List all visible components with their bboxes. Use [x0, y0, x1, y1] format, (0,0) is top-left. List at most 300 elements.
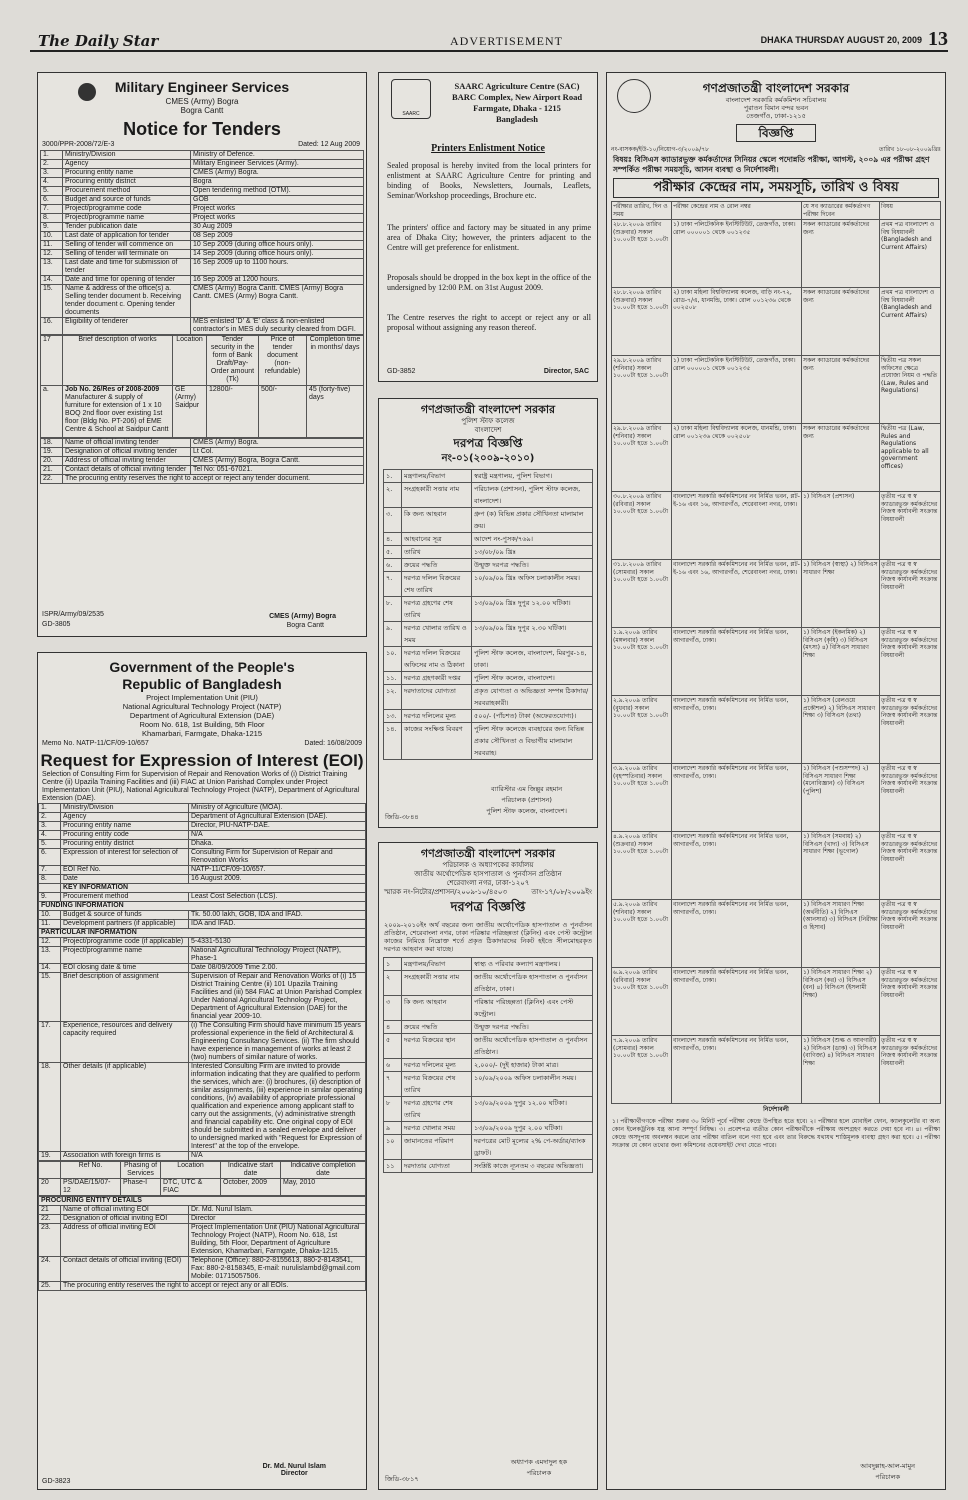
mes-row22: The procuring entity reserves the right to accept or reject any tender document.	[63, 475, 364, 484]
saarc-org-1: SAARC Agriculture Centre (SAC)	[454, 81, 580, 91]
cell-n: 23.	[39, 1224, 61, 1257]
table-row	[384, 685, 593, 710]
saarc-org-3: Farmgate, Dhaka - 1215	[473, 103, 561, 113]
cell-v: Bogra	[191, 178, 364, 187]
cell-l: কি জন্য আহবান	[402, 996, 472, 1021]
eoi-sub-line: National Agricultural Technology Project (NATP)	[122, 702, 282, 711]
exam-cell-s: তৃতীয় পত্র স্ব স্ব ক্যাডারভুক্ত কর্মকর্তাদের নিজস্ব কার্যাবলী সংক্রান্ত বিষয়াবলী	[880, 900, 941, 968]
exam-cell-k: ১) বিসিএস সাধারণ শিক্ষা ২) বিসিএস (কর) ৩) বিসিএস (বন) ৪) বিসিএস (ইসলামী শিক্ষা)	[802, 968, 880, 1036]
exam-cell-k: ১) বিসিএস (সমবায়) ২) বিসিএস (খাদ্য) ৩) বিসিএস সাধারণ শিক্ষা (ভূগোল)	[802, 832, 880, 900]
cell-l: দরপত্র দলিল বিক্রয়ের অফিসের নাম ও ঠিকানা	[402, 647, 472, 672]
table-row	[384, 508, 593, 533]
cell-l: Selling of tender will terminate on	[63, 250, 191, 259]
cell-v: Dr. Md. Nurul Islam.	[189, 1206, 366, 1215]
exam-cell-c: বাংলাদেশ সরকারি কর্মকমিশনের নব নির্মিত ভবন, প্লট-ই-১৬ এবং ১৬, আগারগাঁও, শেরেবাংলা নগর, ঢাকা।	[672, 560, 802, 628]
work-price: 500/-	[259, 386, 307, 438]
cell-v: উন্মুক্ত দরপত্র পদ্ধতি।	[472, 559, 593, 572]
police-title: দরপত্র বিজ্ঞপ্তি	[453, 436, 523, 450]
table-row	[39, 1257, 366, 1282]
table-row	[384, 1135, 593, 1160]
cell-l: Project/programme name	[61, 947, 189, 964]
exam-cell-c: ১) ঢাকা পলিটেকনিক ইনস্টিটিউট, তেজগাঁও, ঢাকা। রোল ০০০০০১ থেকে ০০১২৩৫	[672, 220, 802, 288]
cell-v: স্বরাষ্ট্র মন্ত্রণালয়, পুলিশ বিভাগ।	[472, 470, 593, 483]
cell-l: Designation of official inviting tender	[63, 448, 191, 457]
exam-cell-k: সকল ক্যাডারের কর্মকর্তাদের জন্য	[802, 288, 880, 356]
cell-n: ৩.	[384, 508, 402, 533]
nitor-tender-ad: গণপ্রজাতন্ত্রী বাংলাদেশ সরকার পরিচালক ও অধ্যাপকের কার্যালয় জাতীয় অর্থোপেডিক হাসপাতাল ও পুনর্বাসন প্রতিষ্ঠান শেরেবাংলা নগর, ঢাকা-১২০৭ স্মারক নং-নিটোর/প্রশাসন/২০০৯-১০/৪৫০৩ তাং-১৭/০৮/২০০৯ইং দরপত্র বিজ্ঞপ্তি ২০০৯-২০১০ইং অর্থ বছরের জন্য জাতীয় অর্থোপেডিক হাসপাতাল ও পুনর্বাসন প্রতিষ্ঠান, শেরেবাংলা নগর, ঢাকা পরিষ্কার পরিচ্ছন্নতা (ক্লিনিং) এবং পেস্ট কন্ট্রোল কাজের নিমিত্তে নিম্নোক্ত শর্তে প্রকৃত ঠিকাদারদের নিকট হইতে সীলমোহরকৃত দরপত্র আহবান করা যাচ্ছে। ১ মন্ত্রণালয়/বিভাগ স্বাস্থ্য ও পরিবার কল্যাণ মন্ত্রণালয়। ২ সংগ্রহকারী সত্তার নাম জাতীয় অর্থোপেডিক হাসপাতাল ও পুনর্বাসন প্রতিষ্ঠান, ঢাকা। ৩ কি জন্য আহবান পরিষ্কার পরিচ্ছন্নতা (ক্লিনিং) এবং পেস্ট কন্ট্রোল। ৪ ক্রয়ের পদ্ধতি উন্মুক্ত দরপত্র পদ্ধতি। ৫ দরপত্র বিক্রয়ের স্থান জাতীয় অর্থোপেডিক হাসপাতাল ও পুনর্বাসন প্রতিষ্ঠান। ৬ দরপত্র দলিলের মূল্য ২,০০০/- (দুই হাজার) টাকা মাত্র। ৭ দরপত্র বিক্রয়ের শেষ তারিখ ১০/০৯/২০০৯ অফিস চলাকালীন সময়। ৮ দরপত্র গ্রহণের শেষ তারিখ ১৩/০৯/২০০৯ দুপুর ১২.০০ ঘটিকা। ৯ দরপত্র খোলার সময় ১৩/০৯/২০০৯ দুপুর ২.০০ ঘটিকা। ১০ জামানতের পরিমাণ দরপত্রের মোট মূল্যের ২% পে-অর্ডার/ব্যাংক ড্রাফট। ১১ দরদাতার যোগ্যতা সংশ্লিষ্ট কাজে ন্যূনতম ৩ বছরের অভিজ্ঞতা। অধ্যাপক এমদাদুল হক পরিচালক জিডি-৩৮১৭	[378, 842, 598, 1490]
cell-v: Tel No: 051-67021.	[191, 466, 364, 475]
cell-n: 17.	[39, 1022, 61, 1063]
cell-v: গ্রুপ (ক) বিভিন্ন প্রকার সৌখিনতা মালামাল ক্রয়।	[472, 508, 593, 533]
cell-l: দরপত্র গ্রহণকারী দপ্তর	[402, 672, 472, 685]
table-row	[39, 1152, 366, 1161]
exam-row	[612, 288, 941, 356]
cell-n: ১	[384, 958, 402, 971]
cell-v: ১৩/০৯/০৯ খ্রিঃ দুপুর ২.৩০ ঘটিকা।	[472, 622, 593, 647]
cell-l: কাজের সংক্ষিপ্ত বিবরণ	[402, 723, 472, 760]
cell-l: Eligibility of tenderer	[63, 318, 191, 335]
exam-row	[612, 356, 941, 424]
section-name: ADVERTISEMENT	[450, 34, 563, 48]
cell-v: 10 Sep 2009 (during office hours only).	[191, 241, 364, 250]
exam-cell-d: ২৮.৮.২০০৯ তারিখ (শুক্রবার) সকাল ১০.০০টা হতে ১.০০টা	[612, 220, 672, 288]
eoi-gov-1: Government of the People's	[109, 659, 295, 675]
mes-location: Bogra Cantt	[180, 106, 224, 115]
mes-tender-ad	[37, 72, 367, 637]
table-row	[39, 947, 366, 964]
exam-subject: বিষয়ঃ বিসিএস ক্যাডারভুক্ত কর্মকর্তাদের সিনিয়র স্কেলে পদোন্নতি পরীক্ষা, আগস্ট, ২০০৯ এর পরীক্ষা গ্রহণ সম্পর্কিত পরীক্ষা সময়সূচি, আসন ব্যবস্থা ও নির্দেশাবলী।	[613, 155, 930, 174]
cell-v: ১৩/০৯/০৯ খ্রিঃ দুপুর ১২.০০ ঘটিকা।	[472, 597, 593, 622]
exam-cell-k: ১) বিসিএস (ইকনমিক) ২) বিসিএস (কৃষি) ৩) বিসিএস (মৎস্য) ৪) বিসিএস সাধারণ শিক্ষা	[802, 628, 880, 696]
cell-n: ১০	[384, 1135, 402, 1160]
table-row	[384, 1160, 593, 1173]
exam-cell-s: প্রথম পত্র বাংলাদেশ ও বিশ্ব বিষয়াবলী (Bangladesh and Current Affairs)	[880, 288, 941, 356]
cell-v: Dhaka.	[189, 840, 366, 849]
exam-cell-s: তৃতীয় পত্র স্ব স্ব ক্যাডারভুক্ত কর্মকর্তাদের নিজস্ব কার্যাবলী সংক্রান্ত বিষয়াবলী	[880, 492, 941, 560]
cell-l: জামানতের পরিমাণ	[402, 1135, 472, 1160]
cell-v: ৫০০/- (পাঁচশত) টাকা (অফেরতযোগ্য)।	[472, 710, 593, 723]
cell-l: Name of official inviting EOI	[61, 1206, 189, 1215]
cell-l: দরপত্র বিক্রয়ের শেষ তারিখ	[402, 1072, 472, 1097]
exam-cell-k: ১) বিসিএস সাধারণ শিক্ষা (অর্থনীতি) ২) বিসিএস (আনসার) ৩) বিসিএস (নিরীক্ষা ও হিসাব)	[802, 900, 880, 968]
cell-l: Project/programme code (if applicable)	[61, 938, 189, 947]
cell-v: স্বাস্থ্য ও পরিবার কল্যাণ মন্ত্রণালয়।	[472, 958, 593, 971]
cell-n: 14.	[39, 964, 61, 973]
cell-v: জাতীয় অর্থোপেডিক হাসপাতাল ও পুনর্বাসন প্রতিষ্ঠান, ঢাকা।	[472, 971, 593, 996]
police-org: পুলিশ স্টাফ কলেজ	[461, 417, 515, 425]
eoi-particular: PARTICULAR INFORMATION	[39, 929, 366, 938]
cell-l: মন্ত্রণালয়/বিভাগ	[402, 470, 472, 483]
cell-l: Date	[61, 875, 189, 884]
cell-l: সংগ্রহকারী সত্তার নাম	[402, 971, 472, 996]
cell-l: EOI Ref No.	[61, 866, 189, 875]
cell-v: পুলিশ স্টাফ কলেজ, বাংলাদেশ।	[472, 672, 593, 685]
exam-row	[612, 628, 941, 696]
cell-l: ক্রয়ের পদ্ধতি	[402, 559, 472, 572]
table-row	[41, 241, 364, 250]
cell-n: 16.	[41, 318, 63, 335]
cell-l: দরপত্র গ্রহণের শেষ তারিখ	[402, 1097, 472, 1122]
cell-n: ৮.	[384, 597, 402, 622]
cell-v: 5-4331-5130	[189, 938, 366, 947]
cell-n: ৪.	[384, 533, 402, 546]
mes-signature-2: Bogra Cantt	[286, 622, 324, 629]
cell-n: 7.	[39, 866, 61, 875]
cell-n: 6.	[39, 849, 61, 866]
cell-n: ১.	[384, 470, 402, 483]
table-row	[384, 996, 593, 1021]
cell-l: Last date and time for submission of tender	[63, 259, 191, 276]
cell-l: Address of official inviting EOI	[61, 1224, 189, 1257]
cell-n: ৯.	[384, 622, 402, 647]
govt-seal-icon	[617, 79, 651, 113]
cell-v: Director, PIU-NATP-DAE.	[189, 822, 366, 831]
cell-v: পুলিশ স্টাফ কলেজে ব্যবহারের জন্য বিভিন্ন প্রকার সৌখিনতা ও বিভাগীয় মালামাল সরবরাহ।	[472, 723, 593, 760]
cell-l: Other details (if applicable)	[61, 1063, 189, 1152]
cell-n: ৬.	[384, 559, 402, 572]
saarc-logo-icon: SAARC	[391, 79, 431, 119]
nitor-title: দরপত্র বিজ্ঞপ্তি	[450, 900, 526, 915]
exam-table: পরীক্ষার তারিখ, দিন ও সময় পরীক্ষা কেন্দ্রের নাম ও রোল নম্বর যে সব ক্যাডারের কর্মকর্তাগণ পরীক্ষা দিবেন বিষয় ২৮.৮.২০০৯ তারিখ (শুক্রবার) সকাল ১০.০০টা হতে ১.০০টা ১) ঢাকা পলিটেকনিক ইনস্টিটিউট, তেজগাঁও, ঢাকা। রোল ০০০০০১ থেকে ০০১২৩৫ সকল ক্যাডারের কর্মকর্তাদের জন্য প্রথম পত্র বাংলাদেশ ও বিশ্ব বিষয়াবলী (Bangladesh and Current Affairs) ২৮.৮.২০০৯ তারিখ (শুক্রবার) সকাল ১০.০০টা হতে ১.০০টা ২) ঢাকা মহিলা বিশ্ববিদ্যালয় কলেজ, বাড়ি নং-৭২, রোড-৭/এ, ধানমন্ডি, ঢাকা। রোল ০০১২৩৬ থেকে ০০২৫০৮ সকল ক্যাডারের কর্মকর্তাদের জন্য প্রথম পত্র বাংলাদেশ ও বিশ্ব বিষয়াবলী (Bangladesh and Current Affairs) ২৯.৮.২০০৯ তারিখ (শনিবার) সকাল ১০.০০টা হতে ১.০০টা ১) ঢাকা পলিটেকনিক ইনস্টিটিউট, তেজগাঁও, ঢাকা। রোল ০০০০০১ থেকে ০০১২৩৫ সকল ক্যাডারের কর্মকর্তাদের জন্য দ্বিতীয় পত্র সকল অফিসের ক্ষেত্রে প্রযোজ্য নিয়ম ও পদ্ধতি (Law, Rules and Regulations) ২৯.৮.২০০৯ তারিখ (শনিবার) সকাল ১০.০০টা হতে ১.০০টা ২) ঢাকা মহিলা বিশ্ববিদ্যালয় কলেজ, ধানমন্ডি, ঢাকা। রোল ০০১২৩৬ থেকে ০০২৫০৮ সকল ক্যাডারের কর্মকর্তাদের জন্য দ্বিতীয় পত্র (Law, Rules and Regulations applicable to all government offices) ৩০.৮.২০০৯ তারিখ (রবিবার) সকাল ১০.০০টা হতে ১.০০টা বাংলাদেশ সরকারি কর্মকমিশনের নব নির্মিত ভবন, প্লট-ই-১৬ এবং ১৬, আগারগাঁও, শেরেবাংলা নগর, ঢাকা। ১) বিসিএস (প্রশাসন) তৃতীয় পত্র স্ব স্ব ক্যাডারভুক্ত কর্মকর্তাদের নিজস্ব কার্যাবলী সংক্রান্ত বিষয়াবলী ৩১.৮.২০০৯ তারিখ (সোমবার) সকাল ১০.০০টা হতে ১.০০টা বাংলাদেশ সরকারি কর্মকমিশনের নব নির্মিত ভবন, প্লট-ই-১৬ এবং ১৬, আগারগাঁও, শেরেবাংলা নগর, ঢাকা। ১) বিসিএস (স্বাস্থ্য) ২) বিসিএস সাধারণ শিক্ষা তৃতীয় পত্র স্ব স্ব ক্যাডারভুক্ত কর্মকর্তাদের নিজস্ব কার্যাবলী সংক্রান্ত বিষয়াবলী ১.৯.২০০৯ তারিখ (মঙ্গলবার) সকাল ১০.০০টা হতে ১.০০টা বাংলাদেশ সরকারি কর্মকমিশনের নব নির্মিত ভবন, আগারগাঁও, ঢাকা। ১) বিসিএস (ইকনমিক) ২) বিসিএস (কৃষি) ৩) বিসিএস (মৎস্য) ৪) বিসিএস সাধারণ শিক্ষা তৃতীয় পত্র স্ব স্ব ক্যাডারভুক্ত কর্মকর্তাদের নিজস্ব কার্যাবলী সংক্রান্ত বিষয়াবলী ২.৯.২০০৯ তারিখ (বুধবার) সকাল ১০.০০টা হতে ১.০০টা বাংলাদেশ সরকারি কর্মকমিশনের নব নির্মিত ভবন, আগারগাঁও, ঢাকা। ১) বিসিএস (রেলওয়ে প্রকৌশল) ২) বিসিএস সাধারণ শিক্ষা ৩) বিসিএস (তথ্য) তৃতীয় পত্র স্ব স্ব ক্যাডারভুক্ত কর্মকর্তাদের নিজস্ব কার্যাবলী সংক্রান্ত বিষয়াবলী ৩.৯.২০০৯ তারিখ (বৃহস্পতিবার) সকাল ১০.০০টা হতে ১.০০টা বাংলাদেশ সরকারি কর্মকমিশনের নব নির্মিত ভবন, আগারগাঁও, ঢাকা। ১) বিসিএস (পশুসম্পদ) ২) বিসিএস সাধারণ শিক্ষা (মনোবিজ্ঞান) ৩) বিসিএস (পুলিশ) তৃতীয় পত্র স্ব স্ব ক্যাডারভুক্ত কর্মকর্তাদের নিজস্ব কার্যাবলী সংক্রান্ত বিষয়াবলী ৪.৯.২০০৯ তারিখ (শুক্রবার) সকাল ১০.০০টা হতে ১.০০টা বাংলাদেশ সরকারি কর্মকমিশনের নব নির্মিত ভবন, আগারগাঁও, ঢাকা। ১) বিসিএস (সমবায়) ২) বিসিএস (খাদ্য) ৩) বিসিএস সাধারণ শিক্ষা (ভূগোল) তৃতীয় পত্র স্ব স্ব ক্যাডারভুক্ত কর্মকর্তাদের নিজস্ব কার্যাবলী সংক্রান্ত বিষয়াবলী ৫.৯.২০০৯ তারিখ (শনিবার) সকাল ১০.০০টা হতে ১.০০টা বাংলাদেশ সরকারি কর্মকমিশনের নব নির্মিত ভবন, আগারগাঁও, ঢাকা। ১) বিসিএস সাধারণ শিক্ষা (অর্থনীতি) ২) বিসিএস (আনসার) ৩) বিসিএস (নিরীক্ষা ও হিসাব) তৃতীয় পত্র স্ব স্ব ক্যাডারভুক্ত কর্মকর্তাদের নিজস্ব কার্যাবলী সংক্রান্ত বিষয়াবলী ৬.৯.২০০৯ তারিখ (রবিবার) সকাল ১০.০০টা হতে ১.০০টা বাংলাদেশ সরকারি কর্মকমিশনের নব নির্মিত ভবন, আগারগাঁও, ঢাকা। ১) বিসিএস সাধারণ শিক্ষা ২) বিসিএস (কর) ৩) বিসিএস (বন) ৪) বিসিএস (ইসলামী শিক্ষা) তৃতীয় পত্র স্ব স্ব ক্যাডারভুক্ত কর্মকর্তাদের নিজস্ব কার্যাবলী সংক্রান্ত বিষয়াবলী ৭.৯.২০০৯ তারিখ (সোমবার) সকাল ১০.০০টা হতে ১.০০টা বাংলাদেশ সরকারি কর্মকমিশনের নব নির্মিত ভবন, আগারগাঁও, ঢাকা। ১) বিসিএস (শুল্ক ও আবগারী) ২) বিসিএস (ডাক) ৩) বিসিএস (বাণিজ্য) ৪) বিসিএস সাধারণ শিক্ষা তৃতীয় পত্র স্ব স্ব ক্যাডারভুক্ত কর্মকর্তাদের নিজস্ব কার্যাবলী সংক্রান্ত বিষয়াবলী	[611, 201, 941, 1104]
cell-l: মন্ত্রণালয়/বিভাগ	[402, 958, 472, 971]
cell-v: Lt Col.	[191, 448, 364, 457]
exam-banner: পরীক্ষার কেন্দ্রের নাম, সময়সূচি, তারিখ ও বিষয়	[613, 178, 939, 198]
saarc-ad	[378, 72, 598, 382]
eoi-table: 1. Ministry/Division Ministry of Agriculture (MOA). 2. Agency Department of Agricultural Extension (DAE). 3. Procuring entity name Director, PIU-NATP-DAE. 4. Procuring entity code N/A 5. Procuring entity district Dhaka. 6. Expression of interest for selection of Consulting Firm for Supervision of Repair and Renovation Works 7. EOI Ref No. NATP-11/CF/09-10/657. 8. Date 16 August 2009. KEY INFORMATION 9. Procurement method Least Cost Selection (LCS). FUNDING INFORMATION 10. Budget & source of funds Tk. 50.00 lakh, GOB, IDA and IFAD. 11. Development partners (if applicable) IDA and IFAD. PARTICULAR INFORMATION 12. Project/programme code (if applicable) 5-4331-5130 13. Project/programme name National Agricultural Technology Project (NATP), Phase-1 14. EOI closing date & time Date 08/09/2009 Time 2.00. 15. Brief description of assignment Supervision of Repair and Renovation Works of (i) 15 District Training Centre (ii) 101 Upazila Training Facilities and (iii) 584 FIAC at Union Parishad Complex Under National Agricultural Technology Project, Department of Agricultural Extension (DAE) for the financial year 2009-10. 17. Experience, resources and delivery capacity required (i) The Consulting Firm should have minimum 15 years professional experience in the field of Architectural & Engineering Consultancy Services. (ii) The firm should have experience in management of works at least 2 (two) numbers of similar nature of works. 18. Other details (if applicable) Interested Consulting Firm are invited to provide information indicating that they are qualified to perform the services, which are: (i) brochures, (ii) description of similar assignments, (iii) experience in similar operating conditions, (iv) availability of appropriate professional qualification and experience among applicant staff to carry out the assignments, (v) administrative strength and financial capability etc. One original copy of EOI should be submitted in a sealed envelope and deliver to undersigned marked with "Request for Expression of Interest" at the top of the envelope. 19. Association with foreign firms is N/A	[38, 803, 366, 1161]
cell-v: 14 Sep 2009 (during office hours only).	[191, 250, 364, 259]
mes-date: Dated: 12 Aug 2009	[298, 141, 360, 148]
police-gd: জিডি-৩৮৪৪	[385, 813, 419, 821]
cell-l: Procuring entity district	[63, 178, 191, 187]
mes-work-table	[40, 335, 364, 438]
table-row	[41, 276, 364, 285]
work-time: 45 (forty-five) days	[307, 386, 364, 438]
mes-gd: GD-3805	[42, 621, 71, 628]
cell-v: Consulting Firm for Supervision of Repair and Renovation Works	[189, 849, 366, 866]
table-row	[41, 169, 364, 178]
exam-row	[612, 1036, 941, 1104]
table-row	[384, 1122, 593, 1135]
cell-v: ১০/০৯/০৯ খ্রিঃ অফিস চলাকালীন সময়।	[472, 572, 593, 597]
table-row	[41, 205, 364, 214]
exam-cell-c: বাংলাদেশ সরকারি কর্মকমিশনের নব নির্মিত ভবন, আগারগাঁও, ঢাকা।	[672, 968, 802, 1036]
mes-memo: 3000/PPR-2008/72/E-3	[42, 141, 115, 148]
work-loc: GE (Army) Saidpur	[173, 386, 207, 438]
table-row	[41, 151, 364, 160]
cell-n: 4.	[39, 831, 61, 840]
exam-cell-d: ৪.৯.২০০৯ তারিখ (শুক্রবার) সকাল ১০.০০টা হতে ১.০০টা	[612, 832, 672, 900]
cell-v: National Agricultural Technology Project (NATP), Phase-1	[189, 947, 366, 964]
cell-v: 16 Sep 2009 at 1200 hours.	[191, 276, 364, 285]
saarc-p4: The Centre reserves the right to accept or reject any or all proposal without assigning any reason thereof.	[387, 313, 591, 332]
cell-n: ১২.	[384, 685, 402, 710]
cell-n: ১১.	[384, 672, 402, 685]
eoi-title: Request for Expression of Interest (EOI)	[40, 751, 364, 770]
eoi-sub-line: Project Implementation Unit (PIU)	[146, 693, 258, 702]
table-row	[384, 546, 593, 559]
cell-l: তারিখ	[402, 546, 472, 559]
cell-l: Association with foreign firms is	[61, 1152, 189, 1161]
table-row	[39, 1224, 366, 1257]
cell-l: ক্রয়ের পদ্ধতি	[402, 1021, 472, 1034]
cell-l: দরপত্র খোলার সময়	[402, 1122, 472, 1135]
cell-n: 3.	[39, 822, 61, 831]
table-row	[39, 840, 366, 849]
cell-v: Department of Agricultural Extension (DAE).	[189, 813, 366, 822]
psc-exam-ad: গণপ্রজাতন্ত্রী বাংলাদেশ সরকার বাংলাদেশ সরকারি কর্মকমিশন সচিবালয় পুরাতন বিমান বন্দর ভবন তেজগাঁও, ঢাকা-১২১৫ বিজ্ঞপ্তি নং-বাসকক/ইউ-১০/নিয়োগ-৩/২০০৯/৭৮ তারিখ ১৮-০৮-২০০৯খ্রিঃ বিষয়ঃ বিসিএস ক্যাডারভুক্ত কর্মকর্তাদের সিনিয়র স্কেলে পদোন্নতি পরীক্ষা, আগস্ট, ২০০৯ এর পরীক্ষা গ্রহণ সম্পর্কিত পরীক্ষা সময়সূচি, আসন ব্যবস্থা ও নির্দেশাবলী। পরীক্ষার কেন্দ্রের নাম, সময়সূচি, তারিখ ও বিষয় পরীক্ষার তারিখ, দিন ও সময় পরীক্ষা কেন্দ্রের নাম ও রোল নম্বর যে সব ক্যাডারের কর্মকর্তাগণ পরীক্ষা দিবেন বিষয় ২৮.৮.২০০৯ তারিখ (শুক্রবার) সকাল ১০.০০টা হতে ১.০০টা ১) ঢাকা পলিটেকনিক ইনস্টিটিউট, তেজগাঁও, ঢাকা। রোল ০০০০০১ থেকে ০০১২৩৫ সকল ক্যাডারের কর্মকর্তাদের জন্য প্রথম পত্র বাংলাদেশ ও বিশ্ব বিষয়াবলী (Bangladesh and Current Affairs) ২৮.৮.২০০৯ তারিখ (শুক্রবার) সকাল ১০.০০টা হতে ১.০০টা ২) ঢাকা মহিলা বিশ্ববিদ্যালয় কলেজ, বাড়ি নং-৭২, রোড-৭/এ, ধানমন্ডি, ঢাকা। রোল ০০১২৩৬ থেকে ০০২৫০৮ সকল ক্যাডারের কর্মকর্তাদের জন্য প্রথম পত্র বাংলাদেশ ও বিশ্ব বিষয়াবলী (Bangladesh and Current Affairs) ২৯.৮.২০০৯ তারিখ (শনিবার) সকাল ১০.০০টা হতে ১.০০টা ১) ঢাকা পলিটেকনিক ইনস্টিটিউট, তেজগাঁও, ঢাকা। রোল ০০০০০১ থেকে ০০১২৩৫ সকল ক্যাডারের কর্মকর্তাদের জন্য দ্বিতীয় পত্র সকল অফিসের ক্ষেত্রে প্রযোজ্য নিয়ম ও পদ্ধতি (Law, Rules and Regulations) ২৯.৮.২০০৯ তারিখ (শনিবার) সকাল ১০.০০টা হতে ১.০০টা ২) ঢাকা মহিলা বিশ্ববিদ্যালয় কলেজ, ধানমন্ডি, ঢাকা। রোল ০০১২৩৬ থেকে ০০২৫০৮ সকল ক্যাডারের কর্মকর্তাদের জন্য দ্বিতীয় পত্র (Law, Rules and Regulations applicable to all government offices) ৩০.৮.২০০৯ তারিখ (রবিবার) সকাল ১০.০০টা হতে ১.০০টা বাংলাদেশ সরকারি কর্মকমিশনের নব নির্মিত ভবন, প্লট-ই-১৬ এবং ১৬, আগারগাঁও, শেরেবাংলা নগর, ঢাকা। ১) বিসিএস (প্রশাসন) তৃতীয় পত্র স্ব স্ব ক্যাডারভুক্ত কর্মকর্তাদের নিজস্ব কার্যাবলী সংক্রান্ত বিষয়াবলী ৩১.৮.২০০৯ তারিখ (সোমবার) সকাল ১০.০০টা হতে ১.০০টা বাংলাদেশ সরকারি কর্মকমিশনের নব নির্মিত ভবন, প্লট-ই-১৬ এবং ১৬, আগারগাঁও, শেরেবাংলা নগর, ঢাকা। ১) বিসিএস (স্বাস্থ্য) ২) বিসিএস সাধারণ শিক্ষা তৃতীয় পত্র স্ব স্ব ক্যাডারভুক্ত কর্মকর্তাদের নিজস্ব কার্যাবলী সংক্রান্ত বিষয়াবলী ১.৯.২০০৯ তারিখ (মঙ্গলবার) সকাল ১০.০০টা হতে ১.০০টা বাংলাদেশ সরকারি কর্মকমিশনের নব নির্মিত ভবন, আগারগাঁও, ঢাকা। ১) বিসিএস (ইকনমিক) ২) বিসিএস (কৃষি) ৩) বিসিএস (মৎস্য) ৪) বিসিএস সাধারণ শিক্ষা তৃতীয় পত্র স্ব স্ব ক্যাডারভুক্ত কর্মকর্তাদের নিজস্ব কার্যাবলী সংক্রান্ত বিষয়াবলী ২.৯.২০০৯ তারিখ (বুধবার) সকাল ১০.০০টা হতে ১.০০টা বাংলাদেশ সরকারি কর্মকমিশনের নব নির্মিত ভবন, আগারগাঁও, ঢাকা। ১) বিসিএস (রেলওয়ে প্রকৌশল) ২) বিসিএস সাধারণ শিক্ষা ৩) বিসিএস (তথ্য) তৃতীয় পত্র স্ব স্ব ক্যাডারভুক্ত কর্মকর্তাদের নিজস্ব কার্যাবলী সংক্রান্ত বিষয়াবলী ৩.৯.২০০৯ তারিখ (বৃহস্পতিবার) সকাল ১০.০০টা হতে ১.০০টা বাংলাদেশ সরকারি কর্মকমিশনের নব নির্মিত ভবন, আগারগাঁও, ঢাকা। ১) বিসিএস (পশুসম্পদ) ২) বিসিএস সাধারণ শিক্ষা (মনোবিজ্ঞান) ৩) বিসিএস (পুলিশ) তৃতীয় পত্র স্ব স্ব ক্যাডারভুক্ত কর্মকর্তাদের নিজস্ব কার্যাবলী সংক্রান্ত বিষয়াবলী ৪.৯.২০০৯ তারিখ (শুক্রবার) সকাল ১০.০০টা হতে ১.০০টা বাংলাদেশ সরকারি কর্মকমিশনের নব নির্মিত ভবন, আগারগাঁও, ঢাকা। ১) বিসিএস (সমবায়) ২) বিসিএস (খাদ্য) ৩) বিসিএস সাধারণ শিক্ষা (ভূগোল) তৃতীয় পত্র স্ব স্ব ক্যাডারভুক্ত কর্মকর্তাদের নিজস্ব কার্যাবলী সংক্রান্ত বিষয়াবলী ৫.৯.২০০৯ তারিখ (শনিবার) সকাল ১০.০০টা হতে ১.০০টা বাংলাদেশ সরকারি কর্মকমিশনের নব নির্মিত ভবন, আগারগাঁও, ঢাকা। ১) বিসিএস সাধারণ শিক্ষা (অর্থনীতি) ২) বিসিএস (আনসার) ৩) বিসিএস (নিরীক্ষা ও হিসাব) তৃতীয় পত্র স্ব স্ব ক্যাডারভুক্ত কর্মকর্তাদের নিজস্ব কার্যাবলী সংক্রান্ত বিষয়াবলী ৬.৯.২০০৯ তারিখ (রবিবার) সকাল ১০.০০টা হতে ১.০০টা বাংলাদেশ সরকারি কর্মকমিশনের নব নির্মিত ভবন, আগারগাঁও, ঢাকা। ১) বিসিএস সাধারণ শিক্ষা ২) বিসিএস (কর) ৩) বিসিএস (বন) ৪) বিসিএস (ইসলামী শিক্ষা) তৃতীয় পত্র স্ব স্ব ক্যাডারভুক্ত কর্মকর্তাদের নিজস্ব কার্যাবলী সংক্রান্ত বিষয়াবলী ৭.৯.২০০৯ তারিখ (সোমবার) সকাল ১০.০০টা হতে ১.০০টা বাংলাদেশ সরকারি কর্মকমিশনের নব নির্মিত ভবন, আগারগাঁও, ঢাকা। ১) বিসিএস (শুল্ক ও আবগারী) ২) বিসিএস (ডাক) ৩) বিসিএস (বাণিজ্য) ৪) বিসিএস সাধারণ শিক্ষা তৃতীয় পত্র স্ব স্ব ক্যাডারভুক্ত কর্মকর্তাদের নিজস্ব কার্যাবলী সংক্রান্ত বিষয়াবলী নির্দেশাবলী ১। পরীক্ষার্থীগণকে পরীক্ষা শুরুর ৩০ মিনিট পূর্বে পরীক্ষা কেন্দ্রে উপস্থিত হতে হবে। ২। পরীক্ষার হলে মোবাইল ফোন, ক্যালকুলেটর বা অন্য কোন ইলেকট্রনিক যন্ত্র আনা সম্পূর্ণ নিষিদ্ধ। ৩। প্রবেশপত্র ব্যতীত কোন পরীক্ষার্থীকে পরীক্ষায় অংশগ্রহণ করতে দেয়া হবে না। ৪। পরীক্ষা কেন্দ্রে অসদুপায় অবলম্বন করলে তার পরীক্ষা বাতিল বলে গণ্য হবে এবং তার বিরুদ্ধে যথাযথ শাস্তিমূলক ব্যবস্থা গ্রহণ করা হবে। ৫। পরীক্ষা সংক্রান্ত যে কোন তথ্যের জন্য কমিশনের ওয়েবসাইট দেখা যেতে পারে। আবদুল্লাহ-আল-মামুন পরিচালক	[606, 72, 946, 1490]
exam-cell-s: দ্বিতীয় পত্র সকল অফিসের ক্ষেত্রে প্রযোজ্য নিয়ম ও পদ্ধতি (Law, Rules and Regulations)	[880, 356, 941, 424]
police-country: বাংলাদেশ	[474, 426, 502, 434]
exam-cell-d: ১.৯.২০০৯ তারিখ (মঙ্গলবার) সকাল ১০.০০টা হতে ১.০০টা	[612, 628, 672, 696]
table-row	[39, 849, 366, 866]
saarc-p2: The printers' office and factory may be situated in any prime area of Dhaka City; however, the printers adjacent to the Centre will get preference for enlistment.	[387, 223, 591, 252]
cell-v: CMES (Army) Bogra Cantt. CMES (Army) Bogra Cantt. CMES (Army) Bogra Cantt.	[191, 285, 364, 318]
cell-l: দরপত্র বিক্রয়ের স্থান	[402, 1034, 472, 1059]
exam-gov: গণপ্রজাতন্ত্রী বাংলাদেশ সরকার	[702, 81, 850, 95]
cell-l: Procuring entity district	[61, 840, 189, 849]
cell-n: ৯	[384, 1122, 402, 1135]
table-row	[384, 533, 593, 546]
mes-title: Notice for Tenders	[123, 119, 281, 139]
cell-l: আহবানের সূত্র	[402, 533, 472, 546]
masthead	[30, 30, 948, 52]
table-row	[384, 1034, 593, 1059]
table-row	[384, 723, 593, 760]
exam-cell-d: ২৮.৮.২০০৯ তারিখ (শুক্রবার) সকাল ১০.০০টা হতে ১.০০টা	[612, 288, 672, 356]
work-job: Job No. 26/Res of 2008-2009	[65, 386, 160, 393]
table-row	[39, 866, 366, 875]
cell-v: জাতীয় অর্থোপেডিক হাসপাতাল ও পুনর্বাসন প্রতিষ্ঠান।	[472, 1034, 593, 1059]
cell-n: ২	[384, 971, 402, 996]
cell-l: Procuring entity name	[63, 169, 191, 178]
nitor-intro: ২০০৯-২০১০ইং অর্থ বছরের জন্য জাতীয় অর্থোপেডিক হাসপাতাল ও পুনর্বাসন প্রতিষ্ঠান, শেরেবাংলা নগর, ঢাকা পরিষ্কার পরিচ্ছন্নতা (ক্লিনিং) এবং পেস্ট কন্ট্রোল কাজের নিমিত্তে নিম্নোক্ত শর্তে প্রকৃত ঠিকাদারদের নিকট হইতে সীলমোহরকৃত দরপত্র আহবান করা যাচ্ছে।	[384, 921, 592, 953]
cell-v: 08 Sep 2009	[191, 232, 364, 241]
cell-n: 15.	[41, 285, 63, 318]
cell-v: সংশ্লিষ্ট কাজে ন্যূনতম ৩ বছরের অভিজ্ঞতা।	[472, 1160, 593, 1173]
table-row	[39, 1063, 366, 1152]
table-row	[41, 439, 364, 448]
cell-v: 16 Sep 2009 up to 1100 hours.	[191, 259, 364, 276]
cell-n: ৭	[384, 1072, 402, 1097]
eoi-date: Dated: 16/08/2009	[304, 740, 362, 747]
cell-v: Date 08/09/2009 Time 2.00.	[189, 964, 366, 973]
cell-v: 16 August 2009.	[189, 875, 366, 884]
exam-cell-c: বাংলাদেশ সরকারি কর্মকমিশনের নব নির্মিত ভবন, প্লট-ই-১৬ এবং ১৬, আগারগাঁও, শেরেবাংলা নগর, ঢাকা।	[672, 492, 802, 560]
cell-v: পুলিশ স্টাফ কলেজ, বাংলাদেশ, মিরপুর-১৪, ঢাকা।	[472, 647, 593, 672]
saarc-gd: GD-3852	[387, 368, 416, 375]
eoi-key: KEY INFORMATION	[61, 884, 366, 893]
table-row	[41, 457, 364, 466]
cell-n: ৭.	[384, 572, 402, 597]
cell-v: CMES (Army) Bogra.	[191, 439, 364, 448]
exam-cell-d: ৬.৯.২০০৯ তারিখ (রবিবার) সকাল ১০.০০টা হতে ১.০০টা	[612, 968, 672, 1036]
cell-l: Contact details of official inviting tender	[63, 466, 191, 475]
exam-row	[612, 560, 941, 628]
nitor-gov: গণপ্রজাতন্ত্রী বাংলাদেশ সরকার	[420, 847, 556, 860]
cell-l: Project/programme name	[63, 214, 191, 223]
mes-table	[40, 150, 364, 335]
cell-v: Open tendering method (OTM).	[191, 187, 364, 196]
saarc-p3: Proposals should be dropped in the box kept in the office of the undersigned by 12:00 P.M. on 31st August 2009.	[387, 273, 591, 292]
cell-n: 9.	[41, 223, 63, 232]
cell-n: 14.	[41, 276, 63, 285]
table-row	[39, 822, 366, 831]
table-row	[39, 1215, 366, 1224]
table-row	[384, 672, 593, 685]
cell-v: MES enlisted 'D' & 'E' class & non-enlisted contractor's in MES duly security cleared from DGFI.	[191, 318, 364, 335]
cell-n: ১১	[384, 1160, 402, 1173]
table-row	[41, 318, 364, 335]
cell-v: Project works	[191, 214, 364, 223]
cell-n: 21	[39, 1206, 61, 1215]
work-col-n: 17	[41, 336, 63, 386]
exam-row	[612, 424, 941, 492]
cell-n: 24.	[39, 1257, 61, 1282]
cell-n: 4.	[41, 178, 63, 187]
cell-l: Name of official inviting tender	[63, 439, 191, 448]
exam-row	[612, 900, 941, 968]
work-col-sec: Tender security in the form of Bank Draft/Pay-Order amount (Tk)	[207, 336, 259, 386]
saarc-p1: Sealed proposal is hereby invited from the local printers for enlistment at SAARC Agriculture Centre for printing and binding of Books, Newsletters, Journals, Leaflets, Seminar/Workshop proceedings, Brochure etc.	[387, 161, 591, 200]
cell-n: 3.	[41, 169, 63, 178]
exam-cell-c: ২) ঢাকা মহিলা বিশ্ববিদ্যালয় কলেজ, বাড়ি নং-৭২, রোড-৭/এ, ধানমন্ডি, ঢাকা। রোল ০০১২৩৬ থেকে ০০২৫০৮	[672, 288, 802, 356]
police-table	[383, 469, 593, 760]
cell-v: N/A	[189, 831, 366, 840]
cell-l: Date and time for opening of tender	[63, 276, 191, 285]
cell-n: 8.	[39, 875, 61, 884]
cell-v: Director	[189, 1215, 366, 1224]
eoi-sub-line: Department of Agricultural Extension (DAE)	[129, 711, 275, 720]
table-row	[39, 875, 366, 884]
exam-cell-c: বাংলাদেশ সরকারি কর্মকমিশনের নব নির্মিত ভবন, আগারগাঁও, ঢাকা।	[672, 696, 802, 764]
exam-cell-s: প্রথম পত্র বাংলাদেশ ও বিশ্ব বিষয়াবলী (Bangladesh and Current Affairs)	[880, 220, 941, 288]
work-col-time: Completion time in months/ days	[307, 336, 364, 386]
cell-l: Address of official inviting tender	[63, 457, 191, 466]
table-row	[384, 622, 593, 647]
exam-cell-k: ১) বিসিএস (স্বাস্থ্য) ২) বিসিএস সাধারণ শিক্ষা	[802, 560, 880, 628]
cell-l: Name & address of the office(s) a. Selling tender document b. Receiving tender document c. Opening tender documents	[63, 285, 191, 318]
cell-l: Procuring entity code	[61, 831, 189, 840]
cell-v: দরপত্রের মোট মূল্যের ২% পে-অর্ডার/ব্যাংক ড্রাফট।	[472, 1135, 593, 1160]
table-row	[41, 285, 364, 318]
exam-cell-s: তৃতীয় পত্র স্ব স্ব ক্যাডারভুক্ত কর্মকর্তাদের নিজস্ব কার্যাবলী সংক্রান্ত বিষয়াবলী	[880, 696, 941, 764]
work-col-loc: Location	[173, 336, 207, 386]
nitor-table	[383, 957, 593, 1173]
cell-l: Brief description of assignment	[61, 973, 189, 1022]
exam-cell-c: বাংলাদেশ সরকারি কর্মকমিশনের নব নির্মিত ভবন, আগারগাঁও, ঢাকা।	[672, 628, 802, 696]
exam-cell-d: ২৯.৮.২০০৯ তারিখ (শনিবার) সকাল ১০.০০টা হতে ১.০০টা	[612, 424, 672, 492]
exam-cell-d: ২.৯.২০০৯ তারিখ (বুধবার) সকাল ১০.০০টা হতে ১.০০টা	[612, 696, 672, 764]
eoi-signature-2: Director	[280, 1470, 308, 1477]
saarc-title: Printers Enlistment Notice	[431, 143, 545, 154]
exam-cell-c: বাংলাদেশ সরকারি কর্মকমিশনের নব নির্মিত ভবন, আগারগাঁও, ঢাকা।	[672, 832, 802, 900]
cell-n: ৮	[384, 1097, 402, 1122]
cell-v: প্রকৃত যোগ্যতা ও অভিজ্ঞতা সম্পন্ন ঠিকাদার/সরবরাহকারী।	[472, 685, 593, 710]
table-row	[384, 1097, 593, 1122]
exam-row	[612, 492, 941, 560]
exam-cell-s: তৃতীয় পত্র স্ব স্ব ক্যাডারভুক্ত কর্মকর্তাদের নিজস্ব কার্যাবলী সংক্রান্ত বিষয়াবলী	[880, 968, 941, 1036]
table-row	[39, 1206, 366, 1215]
table-row	[384, 559, 593, 572]
work-n: a.	[41, 386, 63, 438]
exam-cell-c: বাংলাদেশ সরকারি কর্মকমিশনের নব নির্মিত ভবন, আগারগাঁও, ঢাকা।	[672, 900, 802, 968]
nitor-gd: জিডি-৩৮১৭	[385, 1475, 419, 1483]
cell-n: 1.	[39, 804, 61, 813]
table-row	[384, 958, 593, 971]
cell-v: N/A	[189, 1152, 366, 1161]
cell-l: দরদাতাদের যোগ্যতা	[402, 685, 472, 710]
cell-l: Selling of tender will commence on	[63, 241, 191, 250]
table-row	[41, 160, 364, 169]
cell-l: Budget and source of funds	[63, 196, 191, 205]
cell-v: Interested Consulting Firm are invited to provide information indicating that they are qualified to perform the services, which are: (i) brochures, (ii) description of similar assignments, (iii) experience in similar operating conditions, (iv) availability of appropriate professional qualification and experience among applicant staff to carry out the assignments, (v) administrative strength and financial capability etc. One original copy of EOI should be submitted in a sealed envelope and deliver to undersigned marked with "Request for Expression of Interest" at the top of the envelope.	[189, 1063, 366, 1152]
exam-cell-d: ৩১.৮.২০০৯ তারিখ (সোমবার) সকাল ১০.০০টা হতে ১.০০টা	[612, 560, 672, 628]
table-row	[39, 964, 366, 973]
cell-v: Project works	[191, 205, 364, 214]
work-col-desc: Brief description of works	[63, 336, 173, 386]
cell-v: 30 Aug 2009	[191, 223, 364, 232]
paper-name: The Daily Star	[38, 32, 159, 50]
cell-n: 18.	[39, 1063, 61, 1152]
eoi-phase-table: Ref No. Phasing of Services Location Indicative start date Indicative completion date 20 PS/DAE/15/07-12 Phase-I DTC, UTC & FIAC October, 2009 May, 2010	[38, 1161, 366, 1196]
cell-v: Telephone (Office): 880-2-8155613, 880-2-8143541, Fax: 880-2-8158345, E-mail: nurulislambd@gmail.com Mobile: 01715057506.	[189, 1257, 366, 1282]
mes-signature: CMES (Army) Bogra	[269, 613, 336, 620]
table-row	[39, 813, 366, 822]
exam-cell-k: ১) বিসিএস (পশুসম্পদ) ২) বিসিএস সাধারণ শিক্ষা (মনোবিজ্ঞান) ৩) বিসিএস (পুলিশ)	[802, 764, 880, 832]
table-row	[41, 259, 364, 276]
cell-n: 21.	[41, 466, 63, 475]
table-row	[384, 971, 593, 996]
exam-cell-k: সকল ক্যাডারের কর্মকর্তাদের জন্য	[802, 220, 880, 288]
police-tender-ad: গণপ্রজাতন্ত্রী বাংলাদেশ সরকার পুলিশ স্টাফ কলেজ বাংলাদেশ দরপত্র বিজ্ঞপ্তি নং-০১(২০০৯-২০১০) ১. মন্ত্রণালয়/বিভাগ স্বরাষ্ট্র মন্ত্রণালয়, পুলিশ বিভাগ। ২. সংগ্রহকারী সত্তার নাম পরিচালক (প্রশাসন), পুলিশ স্টাফ কলেজ, বাংলাদেশ। ৩. কি জন্য আহবান গ্রুপ (ক) বিভিন্ন প্রকার সৌখিনতা মালামাল ক্রয়। ৪. আহবানের সূত্র আদেশ নং-পুসক/৭৬৯। ৫. তারিখ ১৩/০৮/০৯ খ্রিঃ ৬. ক্রয়ের পদ্ধতি উন্মুক্ত দরপত্র পদ্ধতি। ৭. দরপত্র দলিল বিক্রয়ের শেষ তারিখ ১০/০৯/০৯ খ্রিঃ অফিস চলাকালীন সময়। ৮. দরপত্র গ্রহণের শেষ তারিখ ১৩/০৯/০৯ খ্রিঃ দুপুর ১২.০০ ঘটিকা। ৯. দরপত্র খোলার তারিখ ও সময় ১৩/০৯/০৯ খ্রিঃ দুপুর ২.৩০ ঘটিকা। ১০. দরপত্র দলিল বিক্রয়ের অফিসের নাম ও ঠিকানা পুলিশ স্টাফ কলেজ, বাংলাদেশ, মিরপুর-১৪, ঢাকা। ১১. দরপত্র গ্রহণকারী দপ্তর পুলিশ স্টাফ কলেজ, বাংলাদেশ। ১২. দরদাতাদের যোগ্যতা প্রকৃত যোগ্যতা ও অভিজ্ঞতা সম্পন্ন ঠিকাদার/সরবরাহকারী। ১৩. দরপত্র দলিলের মূল্য ৫০০/- (পাঁচশত) টাকা (অফেরতযোগ্য)। ১৪. কাজের সংক্ষিপ্ত বিবরণ পুলিশ স্টাফ কলেজে ব্যবহারের জন্য বিভিন্ন প্রকার সৌখিনতা ও বিভাগীয় মালামাল সরবরাহ। ব্যারিস্টার এম জিল্লুর রহমান পরিচালক (প্রশাসন) পুলিশ স্টাফ কলেজ, বাংলাদেশ। জিডি-৩৮৪৪	[378, 398, 598, 828]
mes-unit: CMES (Army) Bogra	[165, 97, 239, 106]
exam-cell-d: ২৯.৮.২০০৯ তারিখ (শনিবার) সকাল ১০.০০টা হতে ১.০০টা	[612, 356, 672, 424]
table-row	[41, 214, 364, 223]
cell-v: GOB	[191, 196, 364, 205]
cell-n: 12.	[39, 938, 61, 947]
eoi-sub-line: Khamarbari, Farmgate, Dhaka-1215	[141, 729, 263, 738]
exam-cell-d: ৩.৯.২০০৯ তারিখ (বৃহস্পতিবার) সকাল ১০.০০টা হতে ১.০০টা	[612, 764, 672, 832]
table-row	[41, 178, 364, 187]
exam-cell-s: দ্বিতীয় পত্র (Law, Rules and Regulations applicable to all government offices)	[880, 424, 941, 492]
exam-cell-c: বাংলাদেশ সরকারি কর্মকমিশনের নব নির্মিত ভবন, আগারগাঁও, ঢাকা।	[672, 764, 802, 832]
cell-v: ১৩/০৮/০৯ খ্রিঃ	[472, 546, 593, 559]
eoi-intro: Selection of Consulting Firm for Supervision of Repair and Renovation Works of (i) District Training Centre (ii) Upazila Training Facilities and (iii) FIAC at Union Parishad Complex under Project Implementation Unit (PIU), National Agricultural Technology Project (NATP), Department of Agricultural Extension (DAE).	[42, 771, 360, 802]
cell-n: ৫.	[384, 546, 402, 559]
cell-n: 19.	[39, 1152, 61, 1161]
exam-cell-c: ১) ঢাকা পলিটেকনিক ইনস্টিটিউট, তেজগাঁও, ঢাকা। রোল ০০০০০১ থেকে ০০১২৩৫	[672, 356, 802, 424]
cell-l: Agency	[63, 160, 191, 169]
table-row	[41, 466, 364, 475]
saarc-org-4: Bangladesh	[495, 114, 539, 124]
cell-l: কি জন্য আহবান	[402, 508, 472, 533]
cell-n: 12.	[41, 250, 63, 259]
exam-cell-k: সকল ক্যাডারের কর্মকর্তাদের জন্য	[802, 356, 880, 424]
eoi-sub	[38, 693, 366, 738]
cell-n: 10.	[41, 232, 63, 241]
cell-n: 20.	[41, 457, 63, 466]
exam-cell-d: ৫.৯.২০০৯ তারিখ (শনিবার) সকাল ১০.০০টা হতে ১.০০টা	[612, 900, 672, 968]
exam-cell-s: তৃতীয় পত্র স্ব স্ব ক্যাডারভুক্ত কর্মকর্তাদের নিজস্ব কার্যাবলী সংক্রান্ত বিষয়াবলী	[880, 1036, 941, 1104]
cell-v: পরিচালক (প্রশাসন), পুলিশ স্টাফ কলেজ, বাংলাদেশ।	[472, 483, 593, 508]
cell-n: ১৪.	[384, 723, 402, 760]
cell-n: 19.	[41, 448, 63, 457]
table-row	[384, 1021, 593, 1034]
exam-row	[612, 968, 941, 1036]
cell-v: আদেশ নং-পুসক/৭৬৯।	[472, 533, 593, 546]
table-row	[384, 710, 593, 723]
table-row	[41, 250, 364, 259]
